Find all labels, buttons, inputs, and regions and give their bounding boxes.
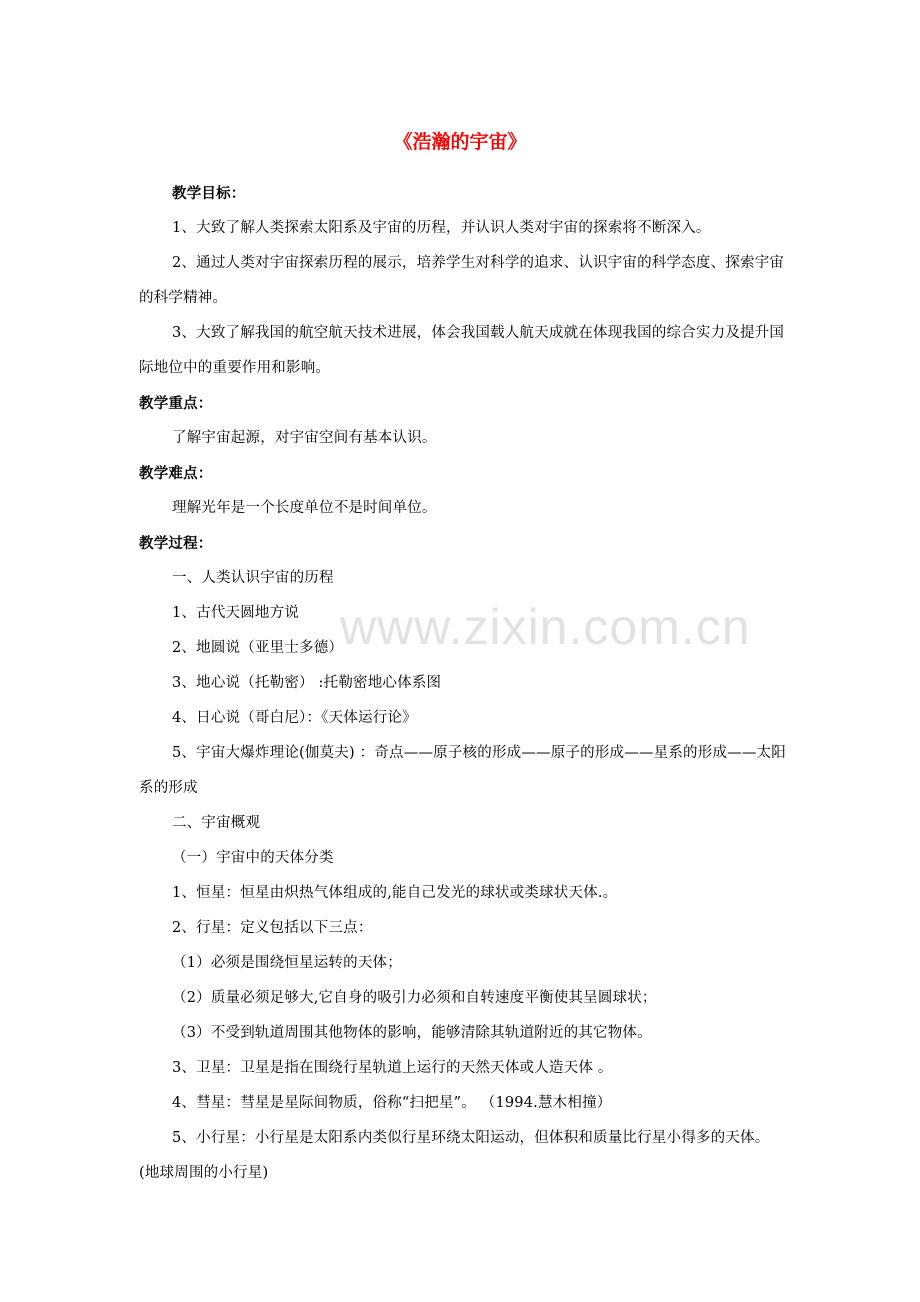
difficulty-heading: 教学难点： bbox=[139, 465, 213, 482]
watermark-text: www.zixin.com.cn bbox=[340, 599, 751, 655]
key-point-heading: 教学重点： bbox=[139, 395, 213, 412]
objectives-heading: 教学目标： bbox=[172, 185, 246, 202]
process-line-7: 二、宇宙概观 bbox=[172, 815, 261, 831]
process-line-14: 3、卫星：卫星是指在围绕行星轨道上运行的天然天体或人造天体 。 bbox=[172, 1060, 613, 1076]
objective-item-1: 1、大致了解人类探索太阳系及宇宙的历程，并认识人类对宇宙的探索将不断深入。 bbox=[172, 220, 711, 236]
process-line-16: 5、小行星：小行星是太阳系内类似行星环绕太阳运动，但体积和质量比行星小得多的天体。(地球周围的小行星) bbox=[139, 1130, 770, 1181]
process-line-3: 2、地圆说（亚里士多德） bbox=[172, 640, 344, 656]
process-line-8: （一）宇宙中的天体分类 bbox=[172, 850, 334, 866]
process-heading: 教学过程： bbox=[139, 535, 213, 552]
process-line-9: 1、恒星：恒星由炽热气体组成的,能自己发光的球状或类球状天体.。 bbox=[172, 885, 618, 901]
process-line-6: 5、宇宙大爆炸理论(伽莫夫) ：奇点——原子核的形成——原子的形成——星系的形成——太阳系的形成 bbox=[139, 745, 786, 796]
process-line-1: 一、人类认识宇宙的历程 bbox=[172, 570, 334, 586]
process-line-11: （1）必须是围绕恒星运转的天体； bbox=[172, 955, 402, 971]
process-line-10: 2、行星：定义包括以下三点： bbox=[172, 920, 373, 936]
process-line-13: （3）不受到轨道周围其他物体的影响，能够清除其轨道附近的其它物体。 bbox=[172, 1025, 652, 1041]
key-point-text: 了解宇宙起源，对宇宙空间有基本认识。 bbox=[172, 430, 437, 446]
process-line-2: 1、古代天圆地方说 bbox=[172, 605, 300, 621]
objective-item-3: 3、大致了解我国的航空航天技术进展，体会我国载人航天成就在体现我国的综合实力及提升国际地位中的重要作用和影响。 bbox=[139, 325, 785, 376]
process-line-5: 4、日心说（哥白尼）：《天体运行论》 bbox=[172, 710, 417, 726]
process-line-12: （2）质量必须足够大,它自身的吸引力必须和自转速度平衡使其呈圆球状； bbox=[172, 990, 657, 1006]
objective-item-2: 2、通过人类对宇宙探索历程的展示，培养学生对科学的追求、认识宇宙的科学态度、探索宇宙的科学精神。 bbox=[139, 255, 785, 306]
process-line-15: 4、彗星：彗星是星际间物质，俗称“扫把星”。 （1994.慧木相撞） bbox=[172, 1095, 612, 1111]
document-title: 《浩瀚的宇宙》 bbox=[393, 131, 527, 153]
difficulty-text: 理解光年是一个长度单位不是时间单位。 bbox=[172, 500, 437, 516]
document-body bbox=[139, 176, 789, 1191]
process-line-4: 3、地心说（托勒密） :托勒密地心体系图 bbox=[172, 675, 442, 691]
